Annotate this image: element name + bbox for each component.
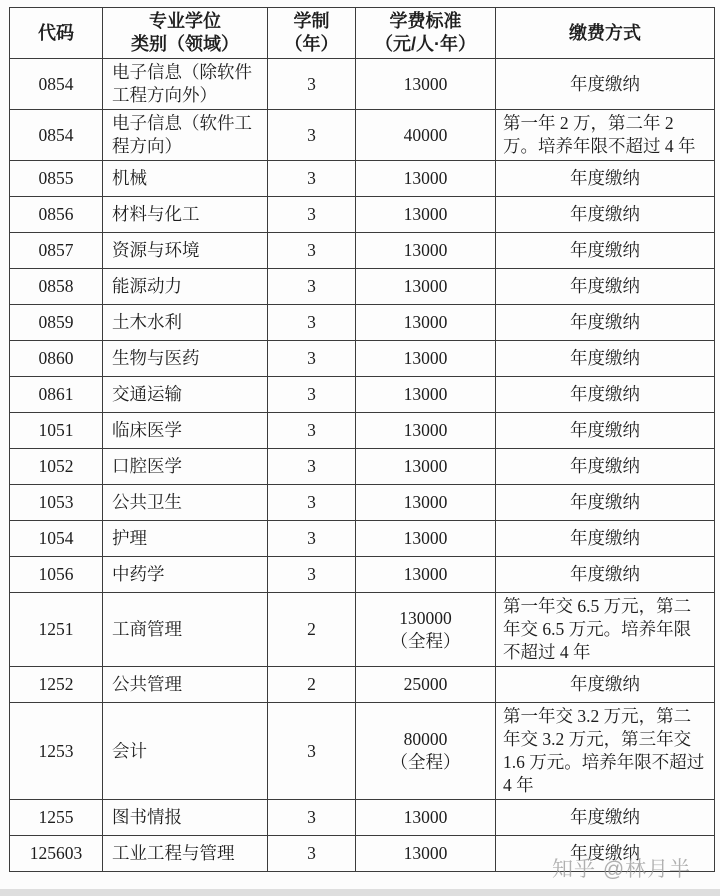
cell-payment: 年度缴纳 — [496, 667, 715, 703]
table-row — [10, 269, 715, 305]
cell-major: 护理 — [103, 521, 268, 557]
header-major — [103, 8, 268, 59]
table-row — [10, 233, 715, 269]
cell-years: 2 — [268, 593, 356, 667]
cell-tuition — [356, 800, 496, 836]
cell-tuition — [356, 667, 496, 703]
cell-code: 125603 — [10, 836, 103, 872]
cell-code: 0854 — [10, 59, 103, 110]
cell-tuition — [356, 269, 496, 305]
cell-major: 能源动力 — [103, 269, 268, 305]
tuition-amount: 13000 — [403, 168, 448, 188]
cell-payment: 年度缴纳 — [496, 269, 715, 305]
table-row — [10, 305, 715, 341]
tuition-amount: 13000 — [403, 564, 448, 584]
cell-years: 3 — [268, 341, 356, 377]
table-header — [10, 8, 715, 59]
cell-payment: 年度缴纳 — [496, 836, 715, 872]
watermark: 知乎 @林月半 — [552, 858, 692, 881]
cell-years: 3 — [268, 449, 356, 485]
cell-code: 0859 — [10, 305, 103, 341]
cell-tuition — [356, 305, 496, 341]
tuition-amount: 13000 — [403, 420, 448, 440]
cell-payment: 年度缴纳 — [496, 197, 715, 233]
header-code-label: 代码 — [38, 22, 74, 43]
cell-tuition — [356, 703, 496, 800]
cell-major: 生物与医药 — [103, 341, 268, 377]
cell-years: 3 — [268, 703, 356, 800]
cell-payment: 年度缴纳 — [496, 557, 715, 593]
table-row — [10, 413, 715, 449]
tuition-amount: 13000 — [403, 312, 448, 332]
cell-years: 3 — [268, 413, 356, 449]
table-row — [10, 449, 715, 485]
cell-code: 0858 — [10, 269, 103, 305]
header-payment-label: 缴费方式 — [569, 22, 641, 43]
cell-major: 交通运输 — [103, 377, 268, 413]
cell-years: 3 — [268, 836, 356, 872]
tuition-amount: 13000 — [403, 204, 448, 224]
cell-payment: 第一年交 6.5 万元，第二年交 6.5 万元。培养年限不超过 4 年 — [496, 593, 715, 667]
cell-major: 材料与化工 — [103, 197, 268, 233]
cell-payment: 年度缴纳 — [496, 521, 715, 557]
cell-years: 3 — [268, 521, 356, 557]
header-payment — [496, 8, 715, 59]
table-row — [10, 703, 715, 800]
cell-major: 中药学 — [103, 557, 268, 593]
tuition-amount: 13000 — [403, 348, 448, 368]
tuition-amount: 13000 — [403, 384, 448, 404]
cell-tuition — [356, 377, 496, 413]
tuition-amount: 40000 — [403, 124, 448, 145]
cell-years: 3 — [268, 557, 356, 593]
cell-payment: 第一年交 3.2 万元，第二年交 3.2 万元，第三年交 1.6 万元。培养年限不超过 4 年 — [496, 703, 715, 800]
table-row — [10, 521, 715, 557]
cell-code: 0856 — [10, 197, 103, 233]
cell-tuition — [356, 110, 496, 161]
cell-major: 会计 — [103, 703, 268, 800]
cell-tuition — [356, 341, 496, 377]
cell-code: 0854 — [10, 110, 103, 161]
table-row — [10, 110, 715, 161]
cell-tuition — [356, 449, 496, 485]
cell-code: 1051 — [10, 413, 103, 449]
table-row — [10, 377, 715, 413]
cell-tuition — [356, 557, 496, 593]
cell-code: 1253 — [10, 703, 103, 800]
header-tuition-line2: （元/人·年） — [375, 34, 476, 54]
tuition-amount: 13000 — [403, 528, 448, 548]
page-bottom-strip — [0, 889, 720, 896]
cell-tuition — [356, 233, 496, 269]
cell-tuition — [356, 413, 496, 449]
cell-major: 公共管理 — [103, 667, 268, 703]
cell-code: 0855 — [10, 161, 103, 197]
cell-tuition — [356, 197, 496, 233]
cell-years: 3 — [268, 305, 356, 341]
tuition-amount: 130000 — [399, 607, 452, 628]
tuition-amount: 80000 — [403, 729, 448, 749]
cell-payment: 年度缴纳 — [496, 800, 715, 836]
header-years-line2: （年） — [284, 34, 339, 54]
cell-code: 1252 — [10, 667, 103, 703]
cell-major: 口腔医学 — [103, 449, 268, 485]
cell-payment: 年度缴纳 — [496, 233, 715, 269]
cell-major: 临床医学 — [103, 413, 268, 449]
tuition-amount: 13000 — [403, 492, 448, 512]
cell-payment: 年度缴纳 — [496, 449, 715, 485]
tuition-amount: 13000 — [403, 73, 448, 94]
table-row — [10, 161, 715, 197]
cell-code: 1053 — [10, 485, 103, 521]
header-tuition — [356, 8, 496, 59]
cell-major: 图书情报 — [103, 800, 268, 836]
cell-major: 工商管理 — [103, 593, 268, 667]
table-body — [10, 59, 715, 872]
cell-code: 0860 — [10, 341, 103, 377]
header-major-line2: 类别（领域） — [131, 34, 239, 54]
table-row — [10, 593, 715, 667]
cell-code: 0857 — [10, 233, 103, 269]
cell-years: 3 — [268, 800, 356, 836]
cell-code: 1052 — [10, 449, 103, 485]
cell-tuition — [356, 485, 496, 521]
cell-payment: 年度缴纳 — [496, 341, 715, 377]
cell-payment: 第一年 2 万，第二年 2 万。培养年限不超过 4 年 — [496, 110, 715, 161]
cell-years: 3 — [268, 269, 356, 305]
cell-payment: 年度缴纳 — [496, 161, 715, 197]
cell-major: 土木水利 — [103, 305, 268, 341]
cell-years: 3 — [268, 377, 356, 413]
tuition-note: （全程） — [390, 752, 461, 772]
tuition-note: （全程） — [390, 630, 461, 651]
cell-code: 1054 — [10, 521, 103, 557]
table-row — [10, 197, 715, 233]
tuition-amount: 13000 — [403, 843, 448, 863]
cell-years: 3 — [268, 233, 356, 269]
tuition-amount: 13000 — [403, 456, 448, 476]
header-years — [268, 8, 356, 59]
table-row — [10, 59, 715, 110]
cell-tuition — [356, 593, 496, 667]
cell-payment: 年度缴纳 — [496, 305, 715, 341]
header-code — [10, 8, 103, 59]
cell-major: 公共卫生 — [103, 485, 268, 521]
cell-years: 3 — [268, 161, 356, 197]
cell-tuition — [356, 836, 496, 872]
cell-major: 机械 — [103, 161, 268, 197]
tuition-amount: 25000 — [403, 674, 448, 694]
table-row — [10, 557, 715, 593]
cell-payment: 年度缴纳 — [496, 485, 715, 521]
header-major-line1: 专业学位 — [149, 11, 221, 31]
cell-years: 3 — [268, 59, 356, 110]
header-row — [10, 8, 715, 59]
cell-payment: 年度缴纳 — [496, 59, 715, 110]
cell-code: 0861 — [10, 377, 103, 413]
table-row — [10, 341, 715, 377]
cell-major: 工业工程与管理 — [103, 836, 268, 872]
header-tuition-line1: 学费标准 — [389, 11, 462, 31]
table-row — [10, 800, 715, 836]
table-row — [10, 485, 715, 521]
table-row — [10, 836, 715, 872]
cell-years: 3 — [268, 197, 356, 233]
cell-major: 电子信息（软件工程方向） — [103, 110, 268, 161]
tuition-amount: 13000 — [403, 240, 448, 260]
table-row — [10, 667, 715, 703]
cell-payment: 年度缴纳 — [496, 413, 715, 449]
cell-major: 电子信息（除软件工程方向外） — [103, 59, 268, 110]
cell-years: 3 — [268, 110, 356, 161]
cell-code: 1251 — [10, 593, 103, 667]
cell-major: 资源与环境 — [103, 233, 268, 269]
cell-tuition — [356, 59, 496, 110]
cell-tuition — [356, 521, 496, 557]
tuition-amount: 13000 — [403, 276, 448, 296]
tuition-table — [9, 7, 715, 872]
tuition-amount: 13000 — [403, 807, 448, 827]
cell-years: 2 — [268, 667, 356, 703]
cell-code: 1056 — [10, 557, 103, 593]
cell-tuition — [356, 161, 496, 197]
cell-payment: 年度缴纳 — [496, 377, 715, 413]
header-years-line1: 学制 — [293, 11, 330, 31]
cell-code: 1255 — [10, 800, 103, 836]
cell-years: 3 — [268, 485, 356, 521]
